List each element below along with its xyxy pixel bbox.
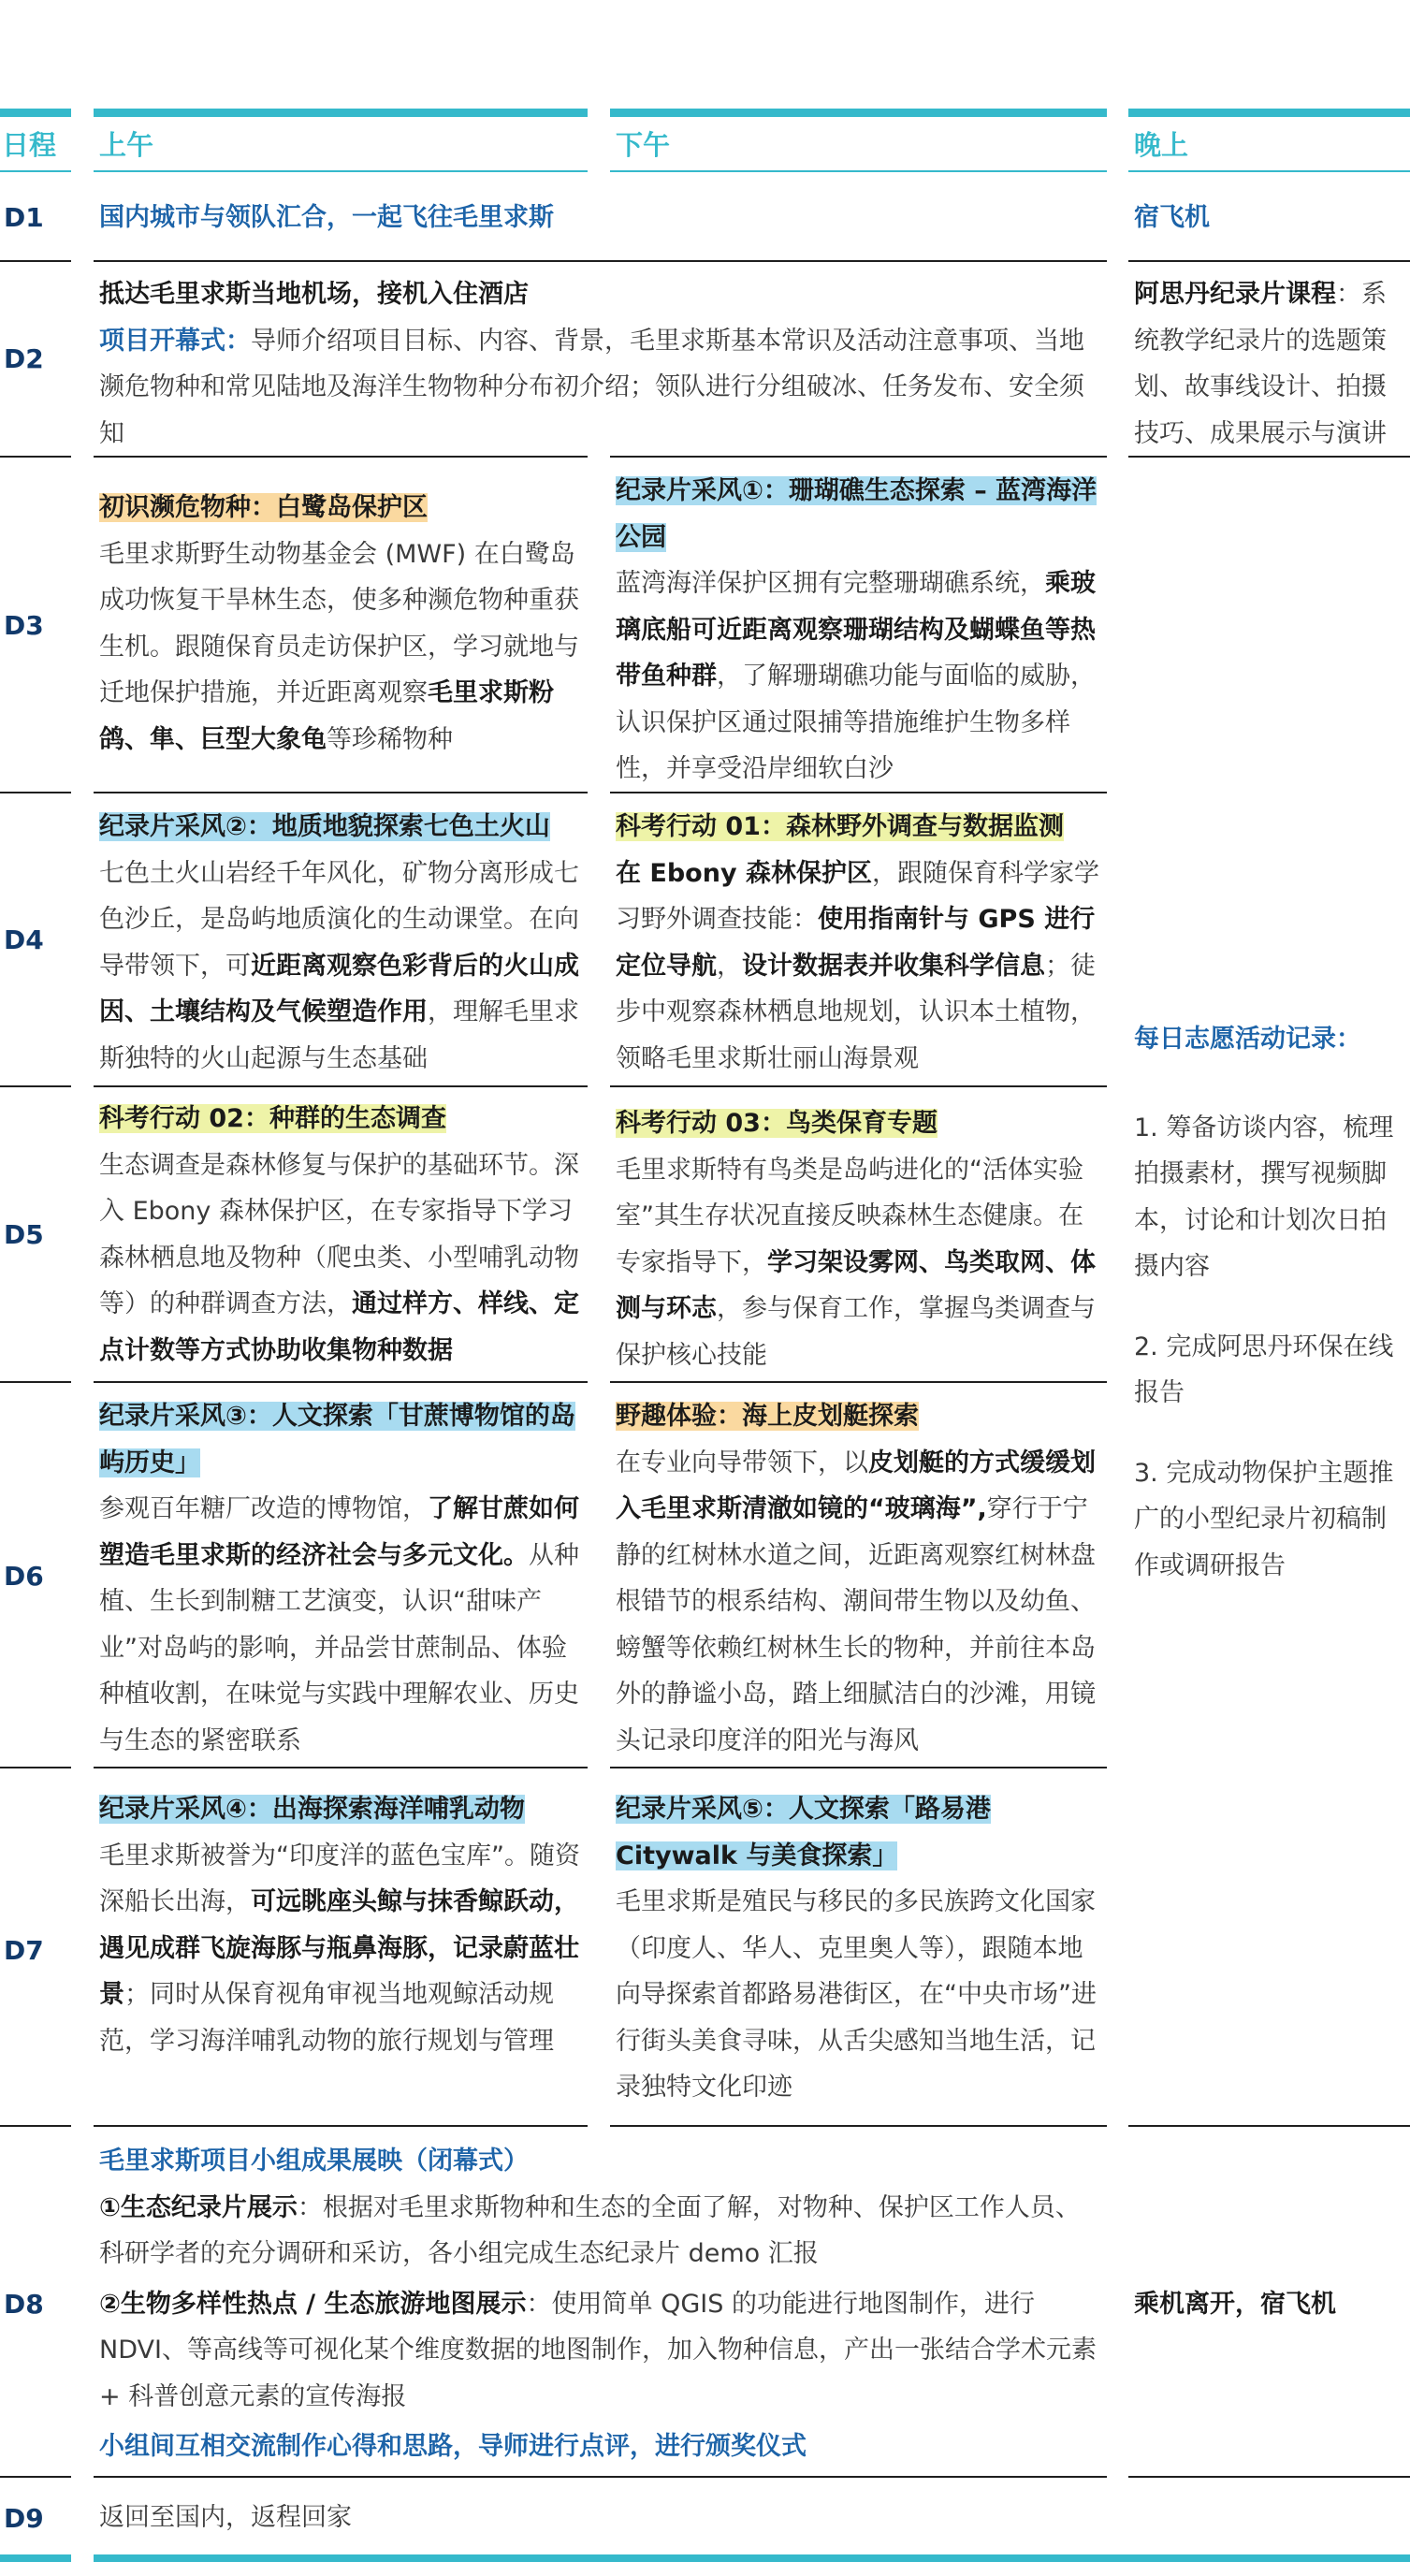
d4-morning-text: 七色土火山岩经千年风化，矿物分离形成七色沙丘，是岛屿地质演化的生动课堂。在向导带领下，可: [99, 858, 579, 981]
d2-morning-span: [99, 271, 1104, 457]
d8-evening-text: 乘机离开，宿飞机: [1134, 2290, 1336, 2319]
d2-opening-label: 项目开幕式：: [99, 326, 251, 356]
row-divider: [94, 260, 1107, 262]
d3-morning-text: 毛里求斯野生动物基金会 (MWF) 在白鹭岛成功恢复干旱林生态，使多种濒危物种重获生机。跟随保育员走访保护区，学习就地与迁地保护措施，并近距离观察: [99, 539, 579, 707]
evening-note-3: 3. 完成动物保护主题推广的小型纪录片初稿制作或调研报告: [1134, 1458, 1394, 1580]
header-bar-morning: [94, 109, 588, 117]
header-bar-day: [0, 109, 71, 117]
d3-morning-title: 初识濒危物种：白鹭岛保护区: [99, 493, 428, 522]
d7-afternoon-title: 纪录片采风⑤：人文探索「路易港 Citywalk 与美食探索」: [616, 1795, 991, 1870]
d6-afternoon-title: 野趣体验：海上皮划艇探索: [616, 1402, 919, 1431]
day-label-d4: D4: [4, 924, 44, 955]
header-morning: 上午: [99, 129, 154, 161]
d7-afternoon-text: 毛里求斯是殖民与移民的多民族跨文化国家（印度人、华人、克里奥人等），跟随本地向导探索首都路易港街区，在“中央市场”进行街头美食寻味，从舌尖感知当地生活，记录独特文化印迹: [616, 1887, 1097, 2102]
d8-item1-bold: ①生态纪录片展示: [99, 2192, 298, 2222]
header-bar-afternoon: [610, 109, 1107, 117]
d4-morning-bold: 近距离观察色彩背后的火山成因、土壤结构及气候塑造作用: [99, 951, 579, 1026]
d5-afternoon: [616, 1100, 1106, 1378]
row-divider: [0, 456, 71, 458]
d8-item2-bold: ②生物多样性热点 / 生态旅游地图展示: [99, 2289, 527, 2319]
d9-text: 返回至国内，返程回家: [99, 2503, 352, 2532]
d2-opening-text: 导师介绍项目目标、内容、背景，毛里求斯基本常识及活动注意事项、当地濒危物种和常见陆地及海洋生物物种分布初介绍；领队进行分组破冰、任务发布、安全须知: [99, 326, 1084, 448]
row-divider: [610, 1767, 1107, 1768]
d1-evening: [1134, 195, 1410, 241]
day-label-d9: D9: [4, 2503, 44, 2534]
d5-afternoon-title: 科考行动 03：鸟类保育专题: [616, 1109, 938, 1138]
d1-evening-text: 宿飞机: [1134, 203, 1210, 232]
d4-afternoon-title: 科考行动 01：森林野外调查与数据监测: [616, 812, 1064, 841]
row-divider: [0, 792, 71, 793]
header-underline: [610, 170, 1107, 172]
d7-afternoon: [616, 1786, 1106, 2111]
d3-afternoon-bold: 乘玻璃底船可近距离观察珊瑚结构及蝴蝶鱼等热带鱼种群: [616, 569, 1096, 691]
d8-span: [99, 2138, 1104, 2470]
row-divider: [0, 1767, 71, 1768]
d6-morning-bold: 了解甘蔗如何塑造毛里求斯的经济社会与多元文化。: [99, 1494, 579, 1570]
d4-afternoon-bold-2: 使用指南针与 GPS 进行定位导航: [616, 905, 1096, 981]
row-divider: [1128, 2125, 1410, 2127]
d5-afternoon-text-end: ，参与保育工作，掌握鸟类调查与保护核心技能: [616, 1294, 1096, 1370]
d3-morning-bold: 毛里求斯粉鸽、隼、巨型大象龟: [99, 678, 554, 754]
header-underline: [0, 170, 71, 172]
d5-afternoon-text: 毛里求斯特有鸟类是岛屿进化的“活体实验室”其生存状况直接反映森林生态健康。在专家指导下，: [616, 1155, 1083, 1277]
row-divider: [94, 1085, 588, 1087]
evening-note-2: 2. 完成阿思丹环保在线报告: [1134, 1332, 1394, 1407]
d7-morning-bold: 可远眺座头鲸与抹香鲸跃动，遇见成群飞旋海豚与瓶鼻海豚，记录蔚蓝壮景: [99, 1887, 579, 2009]
header-underline: [1128, 170, 1410, 172]
d8-evening: [1134, 2281, 1407, 2328]
d2-evening-course: 阿思丹纪录片课程: [1134, 280, 1336, 309]
row-divider: [94, 1381, 588, 1383]
d4-afternoon: [616, 804, 1106, 1082]
d4-morning: [99, 804, 586, 1082]
day-label-d5: D5: [4, 1219, 44, 1250]
d1-morning-span: [99, 195, 1100, 241]
d7-morning-title: 纪录片采风④：出海探索海洋哺乳动物: [99, 1795, 525, 1824]
footer-bar: [94, 2554, 1410, 2562]
row-divider: [0, 2125, 71, 2127]
d5-morning-text: 生态调查是森林修复与保护的基础环节。深入 Ebony 森林保护区，在专家指导下学习森林栖息地及物种（爬虫类、小型哺乳动物等）的种群调查方法，: [99, 1150, 579, 1318]
d2-evening-text: ：系统教学纪录片的选题策划、故事线设计、拍摄技巧、成果展示与演讲: [1134, 280, 1387, 448]
d8-title: 毛里求斯项目小组成果展映（闭幕式）: [99, 2147, 529, 2176]
d8-item2-text: ：使用简单 QGIS 的功能进行地图制作，进行 NDVI、等高线等可视化某个维度数据的地图制作，加入物种信息，产出一张结合学术元素 + 科普创意元素的宣传海报: [99, 2289, 1097, 2411]
row-divider: [610, 1381, 1107, 1383]
d6-morning-title: 纪录片采风③：人文探索「甘蔗博物馆的岛屿历史」: [99, 1402, 575, 1477]
row-divider: [1128, 260, 1410, 262]
header-underline: [94, 170, 588, 172]
day-label-d8: D8: [4, 2289, 44, 2320]
row-divider: [94, 2125, 588, 2127]
d3-afternoon-title: 纪录片采风①：珊瑚礁生态探索 – 蓝湾海洋公园: [616, 476, 1097, 552]
row-divider: [94, 2476, 1107, 2478]
d7-morning: [99, 1786, 586, 2064]
row-divider: [0, 1085, 71, 1087]
d8-item1-text: ：根据对毛里求斯物种和生态的全面了解，对物种、保护区工作人员、科研学者的充分调研和采访，各小组完成生态纪录片 demo 汇报: [99, 2192, 1081, 2268]
d4-afternoon-text-1: ，跟随保育科学家学习野外调查技能：: [616, 858, 1099, 934]
d1-span-text: 国内城市与领队汇合，一起飞往毛里求斯: [99, 203, 554, 232]
evening-note-1: 1. 筹备访谈内容，梳理拍摄素材，撰写视频脚本，讨论和计划次日拍摄内容: [1134, 1113, 1394, 1281]
d4-afternoon-bold-3: 设计数据表并收集科学信息: [742, 951, 1045, 981]
row-divider: [0, 260, 71, 262]
evening-notes: [1134, 1016, 1407, 1589]
d6-afternoon: [616, 1393, 1106, 1764]
d3-afternoon-text: 蓝湾海洋保护区拥有完整珊瑚礁系统，: [616, 569, 1045, 598]
d6-afternoon-text-end: 穿行于宁静的红树林水道之间，近距离观察红树林盘根错节的根系结构、潮间带生物以及幼鱼、螃蟹等依赖红树林生长的物种，并前往本岛外的静谧小岛，踏上细腻洁白的沙滩，用镜头记录印度洋的阳光与海风: [616, 1494, 1096, 1755]
d6-morning-text: 参观百年糖厂改造的博物馆，: [99, 1494, 428, 1523]
header-bar-evening: [1128, 109, 1410, 117]
row-divider: [0, 1381, 71, 1383]
d5-morning-title: 科考行动 02：种群的生态调查: [99, 1104, 446, 1133]
day-label-d3: D3: [4, 610, 44, 641]
day-label-d6: D6: [4, 1561, 44, 1592]
d7-morning-text: 毛里求斯被誉为“印度洋的蓝色宝库”。随资深船长出海，: [99, 1841, 580, 1916]
row-divider: [94, 1767, 588, 1768]
evening-notes-title: 每日志愿活动记录：: [1134, 1025, 1361, 1054]
day-label-d7: D7: [4, 1935, 44, 1966]
day-label-d2: D2: [4, 343, 44, 374]
header-day: 日程: [2, 129, 57, 161]
d7-morning-text-end: ；同时从保育视角审视当地观鲸活动规范，学习海洋哺乳动物的旅行规划与管理: [99, 1980, 554, 2056]
row-divider: [610, 2125, 1107, 2127]
d3-morning: [99, 485, 586, 763]
d6-morning-text-end: 从种植、生长到制糖工艺演变，认识“甜味产业”对岛屿的影响，并品尝甘蔗制品、体验种植收割，在味觉与实践中理解农业、历史与生态的紧密联系: [99, 1540, 579, 1755]
d8-closing: 小组间互相交流制作心得和思路，导师进行点评，进行颁奖仪式: [99, 2432, 807, 2461]
header-evening: 晚上: [1134, 129, 1189, 161]
d9-span: [99, 2495, 1104, 2541]
d3-afternoon-text-end: ，了解珊瑚礁功能与面临的威胁，认识保护区通过限捕等措施维护生物多样性，并享受沿岸细软白沙: [616, 662, 1096, 783]
d5-morning-bold: 通过样方、样线、定点计数等方式协助收集物种数据: [99, 1289, 579, 1365]
row-divider: [1128, 2476, 1410, 2478]
d6-afternoon-text: 在专业向导带领下，以: [616, 1448, 868, 1477]
row-divider: [94, 792, 588, 793]
d4-morning-text-end: ，理解毛里求斯独特的火山起源与生态基础: [99, 997, 579, 1073]
d6-afternoon-bold: 皮划艇的方式缓缓划入毛里求斯清澈如镜的“玻璃海”,: [616, 1448, 1096, 1523]
day-label-d1: D1: [4, 202, 44, 233]
d4-afternoon-text-2: ，: [717, 951, 742, 981]
d5-afternoon-bold: 学习架设雾网、鸟类取网、体测与环志: [616, 1247, 1096, 1323]
d2-evening: [1134, 271, 1407, 457]
row-divider: [610, 1085, 1107, 1087]
footer-bar: [0, 2554, 71, 2562]
d2-arrival: 抵达毛里求斯当地机场，接机入住酒店: [99, 280, 529, 309]
d4-afternoon-text-3: ；徒步中观察森林栖息地规划，认识本土植物，领略毛里求斯壮丽山海景观: [616, 951, 1096, 1073]
row-divider: [0, 2476, 71, 2478]
d5-morning: [99, 1096, 586, 1374]
d3-afternoon: [616, 468, 1106, 793]
header-afternoon: 下午: [616, 129, 671, 161]
d6-morning: [99, 1393, 586, 1764]
d4-afternoon-bold-1: 在 Ebony 森林保护区: [616, 858, 872, 888]
d4-morning-title: 纪录片采风②：地质地貌探索七色土火山: [99, 812, 550, 841]
d3-morning-text-end: 等珍稀物种: [327, 724, 453, 754]
